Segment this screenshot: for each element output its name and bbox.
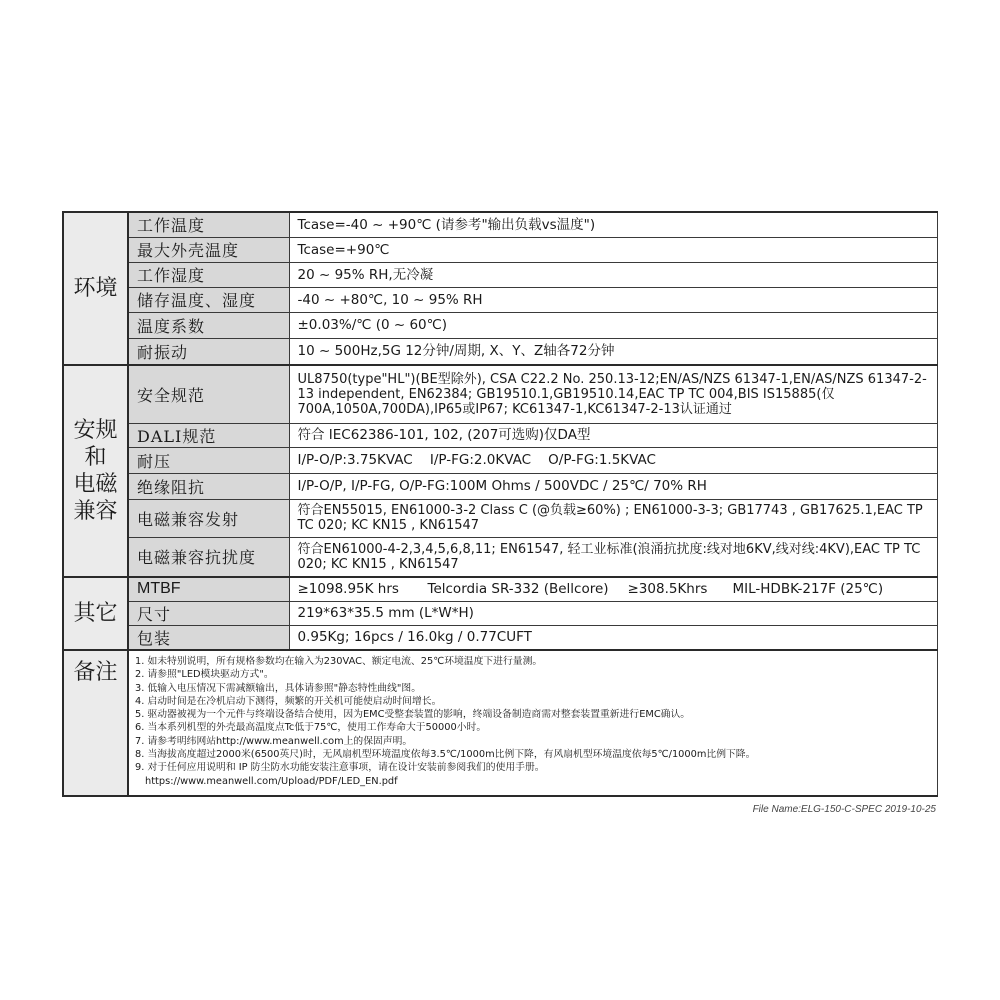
row-dali [63, 423, 937, 447]
label-isolation: 绝缘阻抗 [128, 473, 289, 499]
value-emc-emission: 符合EN55015, EN61000-3-2 Class C (@负载≥60%) ; EN61000-3-3; GB17743 , GB17625.1,EAC TP TC 020; KC KN15 , KN61547 [289, 499, 937, 537]
row-withstand [63, 447, 937, 473]
row-isolation [63, 473, 937, 499]
manual-link[interactable]: https://www.meanwell.com/Upload/PDF/LED_EN.pdf [145, 775, 398, 787]
section-label-line: 安规 [73, 418, 118, 443]
row-safety-standards [63, 365, 937, 423]
note-item: 2. 请参照"LED模块驱动方式"。 [135, 669, 274, 681]
label-vibration: 耐振动 [128, 338, 289, 365]
label-working-humidity: 工作湿度 [128, 262, 289, 287]
label-temp-coeff: 温度系数 [128, 312, 289, 338]
value-storage: -40 ~ +80℃, 10 ~ 95% RH [289, 287, 937, 312]
row-working-temp [63, 212, 937, 237]
label-working-temp: 工作温度 [128, 212, 289, 237]
value-working-humidity: 20 ~ 95% RH,无冷凝 [289, 262, 937, 287]
note-item: 6. 当本系列机型的外壳最高温度点Tc低于75℃，使用工作寿命大于50000小时。 [135, 722, 487, 734]
section-label: 备注 [73, 660, 118, 685]
value-emc-immunity: 符合EN61000-4-2,3,4,5,6,8,11; EN61547, 轻工业标准(浪涌抗扰度:线对地6KV,线对线:4KV),EAC TP TC 020; KC KN15 , KN61547 [289, 537, 937, 577]
value-max-case-temp: Tcase=+90℃ [289, 237, 937, 262]
value-dali: 符合 IEC62386-101, 102, (207可选购)仅DA型 [289, 423, 937, 447]
value-temp-coeff: ±0.03%/℃ (0 ~ 60℃) [289, 312, 937, 338]
label-emc-immunity: 电磁兼容抗扰度 [128, 537, 289, 577]
value-vibration: 10 ~ 500Hz,5G 12分钟/周期, X、Y、Z轴各72分钟 [289, 338, 937, 365]
section-label: 环境 [73, 276, 118, 301]
value-isolation: I/P-O/P, I/P-FG, O/P-FG:100M Ohms / 500VDC / 25℃/ 70% RH [289, 473, 937, 499]
value-dimension: 219*63*35.5 mm (L*W*H) [289, 601, 937, 625]
mtbf-value-1: ≥1098.95K hrs [297, 581, 399, 598]
section-notes [63, 650, 128, 796]
row-mtbf [63, 577, 937, 601]
note-item: 4. 启动时间是在冷机启动下测得，频繁的开关机可能使启动时间增长。 [135, 695, 442, 707]
row-packing [63, 625, 937, 650]
value-withstand: I/P-O/P:3.75KVAC I/P-FG:2.0KVAC O/P-FG:1.5KVAC [289, 447, 937, 473]
label-storage: 储存温度、湿度 [128, 287, 289, 312]
note-item: 7. 请参考明纬网站http://www.meanwell.com上的保固声明。 [135, 735, 413, 747]
row-emc-emission [63, 499, 937, 537]
label-max-case-temp: 最大外壳温度 [128, 237, 289, 262]
label-mtbf: MTBF [128, 577, 289, 601]
section-environment [63, 212, 128, 365]
label-dimension: 尺寸 [128, 601, 289, 625]
label-safety-standards: 安全规范 [128, 365, 289, 423]
section-label-line: 电磁 [73, 472, 118, 497]
mtbf-value-3: ≥308.5Khrs [627, 581, 708, 598]
label-dali: DALI规范 [128, 423, 289, 447]
note-item: 1. 如未特别说明，所有规格参数均在输入为230VAC、额定电流、25℃环境温度下进行量测。 [135, 656, 543, 667]
value-mtbf [289, 577, 937, 601]
file-name-footer: File Name:ELG-150-C-SPEC 2019-10-25 [752, 804, 936, 815]
notes-list [128, 650, 937, 796]
row-working-humidity [63, 262, 937, 287]
section-label: 其它 [73, 601, 118, 626]
row-temp-coeff [63, 312, 937, 338]
row-storage [63, 287, 937, 312]
section-label-line: 和 [84, 445, 107, 470]
section-others [63, 577, 128, 650]
spec-table [62, 211, 938, 797]
row-dimension [63, 601, 937, 625]
note-item: 9. 对于任何应用说明和 IP 防尘防水功能安装注意事项，请在设计安装前参阅我们的使用手册。 [135, 762, 545, 774]
row-notes [63, 650, 937, 796]
row-emc-immunity [63, 537, 937, 577]
label-packing: 包装 [128, 625, 289, 650]
row-vibration [63, 338, 937, 365]
value-working-temp: Tcase=-40 ~ +90℃ (请参考"输出负载vs温度") [289, 212, 937, 237]
label-emc-emission: 电磁兼容发射 [128, 499, 289, 537]
row-max-case-temp [63, 237, 937, 262]
mtbf-value-4: MIL-HDBK-217F (25℃) [732, 581, 884, 598]
label-withstand: 耐压 [128, 447, 289, 473]
note-item: 8. 当海拔高度超过2000米(6500英尺)时，无风扇机型环境温度依每3.5℃/1000m比例下降，有风扇机型环境温度依每5℃/1000m比例下降。 [135, 749, 756, 761]
value-packing: 0.95Kg; 16pcs / 16.0kg / 0.77CUFT [289, 625, 937, 650]
section-label-line: 兼容 [73, 499, 118, 524]
note-item: 3. 低输入电压情况下需减额输出，具体请参照"静态特性曲线"图。 [135, 682, 421, 694]
section-safety-emc [63, 365, 128, 577]
mtbf-value-2: Telcordia SR-332 (Bellcore) [427, 581, 609, 598]
value-safety-standards: UL8750(type"HL")(BE型除外), CSA C22.2 No. 250.13-12;EN/AS/NZS 61347-1,EN/AS/NZS 61347-2-13 independent, EN62384; GB19510.1,GB19510.14,EAC TP TC 004,BIS IS15885(仅700A,1050A,700DA),IP65或IP67; KC61347-1,KC61347-2-13认证通过 [289, 365, 937, 423]
note-item: 5. 驱动器被视为一个元件与终端设备结合使用，因为EMC受整套装置的影响，终端设备制造商需对整套装置重新进行EMC确认。 [135, 709, 691, 721]
